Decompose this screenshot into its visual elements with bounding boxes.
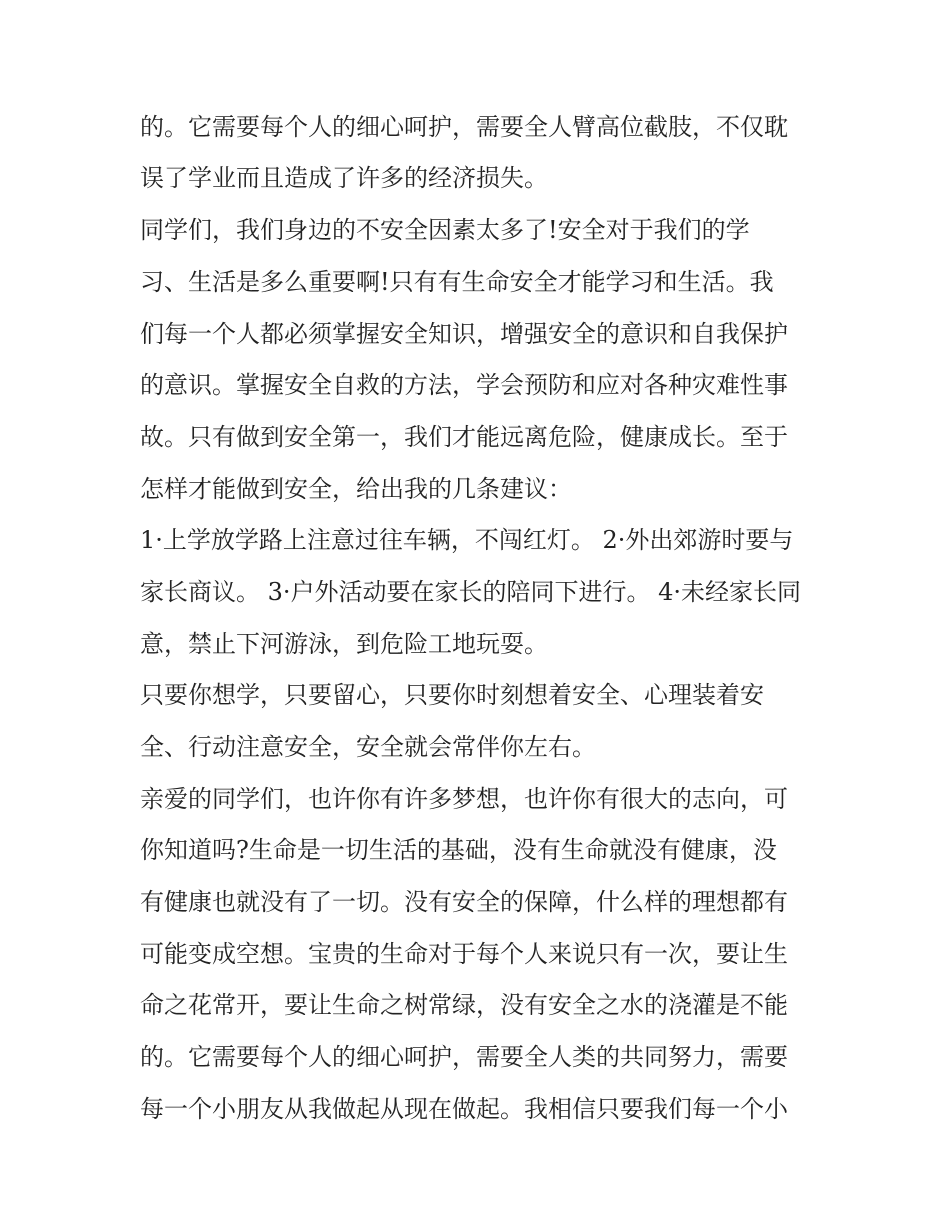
text-line-1: 的。它需要每个人的细心呵护，需要全人臂高位截肢，不仅耽 xyxy=(140,113,788,141)
text-line-9: 1·上学放学路上注意过往车辆，不闯红灯。 2·外出郊游时要与 xyxy=(140,526,794,554)
text-line-8: 怎样才能做到安全，给出我的几条建议： xyxy=(140,475,572,503)
text-line-4: 习、生活是多么重要啊!只有有生命安全才能学习和生活。我 xyxy=(140,268,774,296)
text-line-5: 们每一个人都必须掌握安全知识，增强安全的意识和自我保护 xyxy=(140,320,788,348)
text-line-16: 有健康也就没有了一切。没有安全的保障，什么样的理想都有 xyxy=(140,888,788,916)
text-line-20: 每一个小朋友从我做起从现在做起。我相信只要我们每一个小 xyxy=(140,1095,788,1123)
text-line-14: 亲爱的同学们，也许你有许多梦想，也许你有很大的志向，可 xyxy=(140,785,788,813)
text-line-10: 家长商议。 3·户外活动要在家长的陪同下进行。 4·未经家长同 xyxy=(140,578,802,606)
text-line-19: 的。它需要每个人的细心呵护，需要全人类的共同努力，需要 xyxy=(140,1043,788,1071)
text-line-2: 误了学业而且造成了许多的经济损失。 xyxy=(140,164,548,192)
text-line-6: 的意识。掌握安全自救的方法，学会预防和应对各种灾难性事 xyxy=(140,371,788,399)
text-line-17: 可能变成空想。宝贵的生命对于每个人来说只有一次，要让生 xyxy=(140,940,788,968)
text-line-18: 命之花常开，要让生命之树常绿，没有安全之水的浇灌是不能 xyxy=(140,991,788,1019)
text-line-3: 同学们，我们身边的不安全因素太多了!安全对于我们的学 xyxy=(140,216,750,244)
text-line-13: 全、行动注意安全，安全就会常伴你左右。 xyxy=(140,733,596,761)
text-line-11: 意，禁止下河游泳，到危险工地玩耍。 xyxy=(140,630,548,658)
text-line-7: 故。只有做到安全第一，我们才能远离危险，健康成长。至于 xyxy=(140,423,788,451)
text-line-12: 只要你想学，只要留心，只要你时刻想着安全、心理装着安 xyxy=(140,681,764,709)
text-line-15: 你知道吗?生命是一切生活的基础，没有生命就没有健康，没 xyxy=(140,836,777,864)
